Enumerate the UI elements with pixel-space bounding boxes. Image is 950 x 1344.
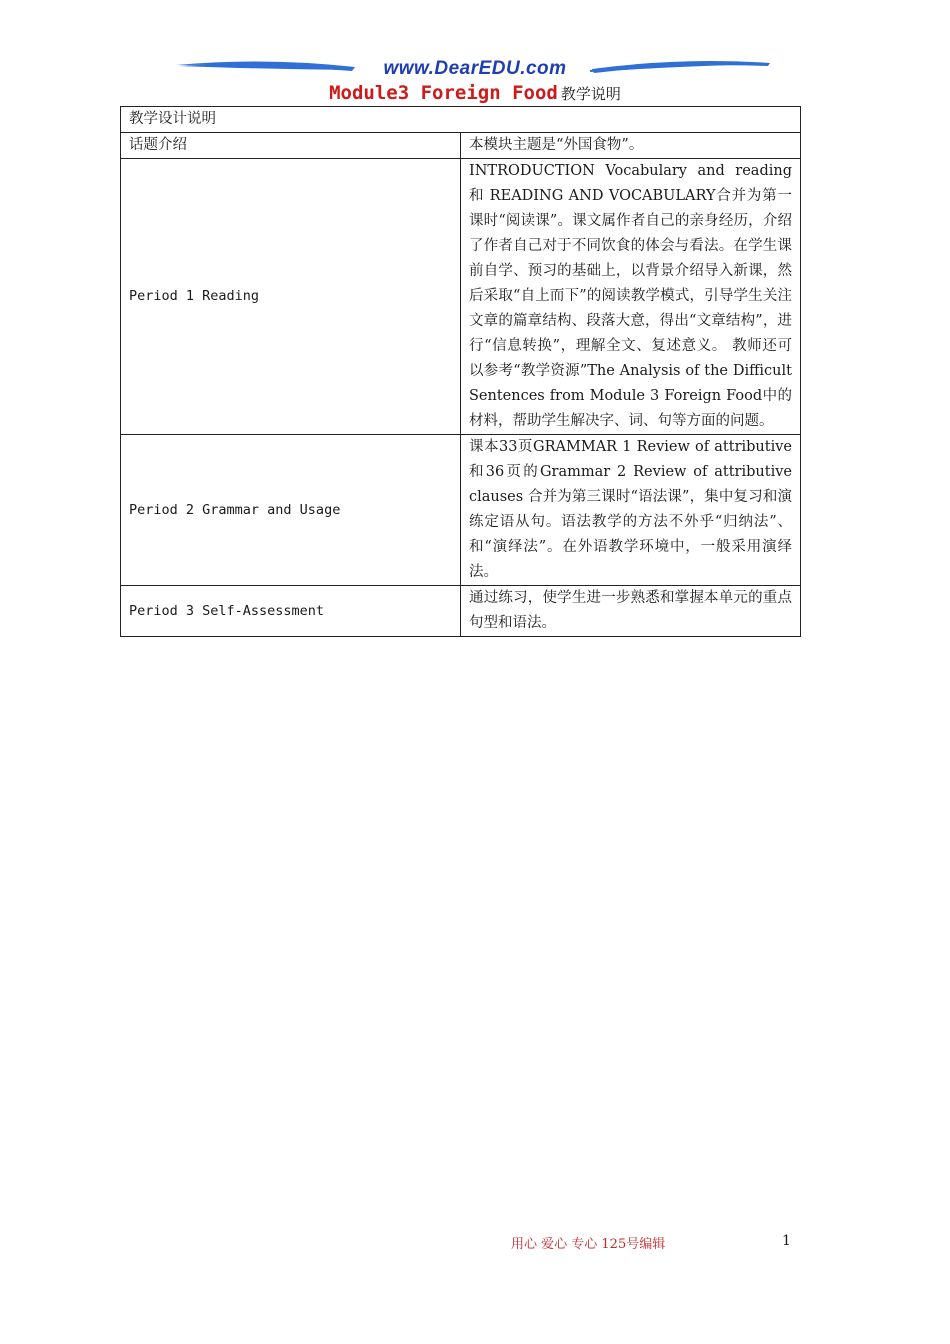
table-heading-row — [121, 107, 801, 133]
table-row — [121, 159, 801, 435]
row-content: INTRODUCTION Vocabulary and reading 和 READING AND VOCABULARY合并为第一课时“阅读课”。课文属作者自己的亲身经历，介绍了作者自己对于不同饮食的体会与看法。在学生课前自学、预习的基础上，以背景介绍导入新课，然后采取“自上而下”的阅读教学模式，引导学生关注文章的篇章结构、段落大意，得出“文章结构”，进行“信息转换”，理解全文、复述意义。 教师还可以参考“教学资源”The Analysis of the Difficult Sentences from Module 3 Foreign Food中的材料，帮助学生解决字、词、句等方面的问题。 — [461, 159, 801, 435]
page-number: 1 — [782, 1233, 791, 1249]
row-content: 本模块主题是“外国食物”。 — [461, 133, 801, 159]
table-heading: 教学设计说明 — [121, 107, 801, 133]
table-row — [121, 586, 801, 637]
document-title — [0, 82, 950, 104]
row-label: 话题介绍 — [121, 133, 461, 159]
teaching-design-table — [120, 106, 801, 637]
row-content: 课本33页GRAMMAR 1 Review of attributive 和36页的Grammar 2 Review of attributive clauses 合并为第三课时“语法课”，集中复习和演练定语从句。语法教学的方法不外乎“归纳法”、和“演绎法”。在外语教学环境中，一般采用演绎法。 — [461, 435, 801, 586]
page-footer — [0, 1233, 950, 1253]
row-label: Period 2 Grammar and Usage — [121, 435, 461, 586]
title-english: Module3 Foreign Food — [329, 82, 558, 104]
footer-note: 用心 爱心 专心 125号编辑 — [511, 1237, 666, 1252]
site-logo-text: www.DearEDU.com — [383, 58, 567, 79]
table-row — [121, 435, 801, 586]
row-label: Period 3 Self-Assessment — [121, 586, 461, 637]
title-chinese: 教学说明 — [560, 85, 621, 103]
table-row — [121, 133, 801, 159]
row-label: Period 1 Reading — [121, 159, 461, 435]
page-header — [0, 52, 950, 84]
row-content: 通过练习，使学生进一步熟悉和掌握本单元的重点句型和语法。 — [461, 586, 801, 637]
